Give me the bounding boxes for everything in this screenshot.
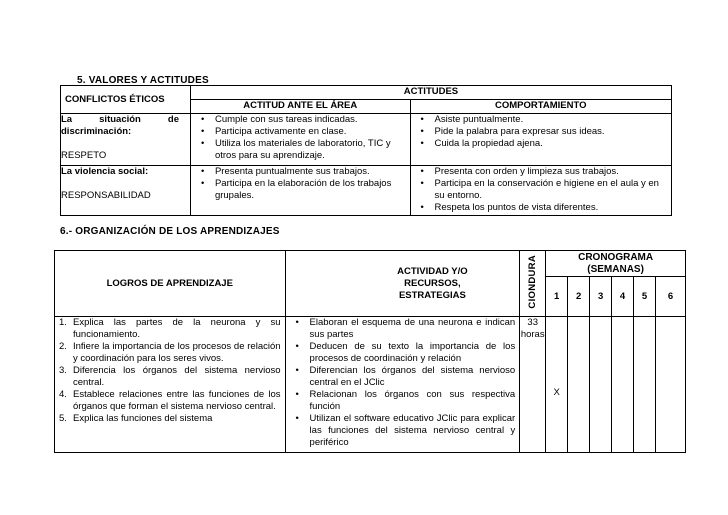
- section-6-heading: 6.- ORGANIZACIÓN DE LOS APRENDIZAJES: [60, 226, 280, 237]
- week-header-5: 5: [634, 277, 656, 317]
- schedule-header: CRONOGRAMA (SEMANAS): [546, 251, 686, 277]
- week-header-2: 2: [568, 277, 590, 317]
- area-cell-2: [190, 166, 410, 216]
- list-item: 4. Establece relaciones entre las funciones de los órganos que forman el sistema nervioso central.: [59, 389, 281, 412]
- list-item: • Participa en la elaboración de los trabajos grupales.: [215, 178, 410, 202]
- list-item: 1. Explica las partes de la neurona y su funcionamiento.: [59, 317, 281, 340]
- list-item: • Diferencian los órganos del sistema nervioso central en el JClic: [310, 365, 516, 389]
- list-item: • Pide la palabra para expresar sus ideas.: [435, 126, 671, 138]
- list-item: • Utilizan el software educativo JClic para explicar las funciones del sistema nervioso central y periférico: [310, 413, 516, 449]
- week-header-3: 3: [590, 277, 612, 317]
- week-header-6: 6: [655, 277, 685, 317]
- conflict-cell-2: [61, 166, 191, 216]
- duration-unit: horas: [520, 329, 545, 340]
- week-mark: X: [553, 387, 560, 398]
- attitudes-header: ACTITUDES: [190, 86, 671, 100]
- week-cell-4: [612, 317, 634, 453]
- duration-header: CIONDURA: [520, 251, 546, 317]
- week-cell-1: [546, 317, 568, 453]
- activity-header: ACTIVIDAD Y/O RECURSOS, ESTRATEGIAS: [285, 251, 520, 317]
- list-item: • Elaboran el esquema de una neurona e indican sus partes: [310, 317, 516, 341]
- area-cell-1: [190, 114, 410, 166]
- list-item: • Respeta los puntos de vista diferentes.: [435, 202, 671, 214]
- week-cell-6: [655, 317, 685, 453]
- list-item: • Cuida la propiedad ajena.: [435, 138, 671, 150]
- week-header-4: 4: [612, 277, 634, 317]
- duration-value: 33: [527, 317, 538, 328]
- section-5-heading: 5. VALORES Y ACTITUDES: [77, 75, 209, 86]
- list-item: • Cumple con sus tareas indicadas.: [215, 114, 410, 126]
- conflict-value: RESPETO: [61, 150, 107, 161]
- area-header: ACTITUD ANTE EL ÁREA: [190, 100, 410, 114]
- conflict-value: RESPONSABILIDAD: [61, 190, 151, 201]
- week-header-1: 1: [546, 277, 568, 317]
- list-item: • Presenta puntualmente sus trabajos.: [215, 166, 410, 178]
- list-item: 2. Infiere la importancia de los procesos de relación y coordinación para los seres vivos.: [59, 341, 281, 364]
- achievements-cell: [55, 317, 286, 453]
- activities-cell: [285, 317, 520, 453]
- behavior-cell-2: [410, 166, 671, 216]
- week-cell-5: [634, 317, 656, 453]
- list-item: • Utiliza los materiales de laboratorio, TIC y otros para su aprendizaje.: [215, 138, 410, 162]
- conflict-situation: La violencia social:: [61, 166, 149, 177]
- achievements-header: LOGROS DE APRENDIZAJE: [55, 251, 286, 317]
- conflict-cell-1: [61, 114, 191, 166]
- list-item: • Asiste puntualmente.: [435, 114, 671, 126]
- list-item: • Deducen de su texto la importancia de los procesos de coordinación y relación: [310, 341, 516, 365]
- list-item: 3. Diferencia los órganos del sistema nervioso central.: [59, 365, 281, 388]
- week-cell-2: [568, 317, 590, 453]
- conflicts-header: CONFLICTOS ÉTICOS: [61, 86, 191, 114]
- behavior-header: COMPORTAMIENTO: [410, 100, 671, 114]
- behavior-cell-1: [410, 114, 671, 166]
- organization-table: [54, 250, 686, 453]
- values-table: [60, 85, 672, 216]
- list-item: • Presenta con orden y limpieza sus trabajos.: [435, 166, 671, 178]
- list-item: • Participa activamente en clase.: [215, 126, 410, 138]
- list-item: 5. Explica las funciones del sistema: [59, 413, 213, 424]
- week-cell-3: [590, 317, 612, 453]
- list-item: • Participa en la conservación e higiene en el aula y en su entorno.: [435, 178, 671, 202]
- duration-cell: [520, 317, 546, 453]
- conflict-situation: La situación de discriminación:: [61, 114, 179, 137]
- list-item: • Relacionan los órganos con sus respectiva función: [310, 389, 516, 413]
